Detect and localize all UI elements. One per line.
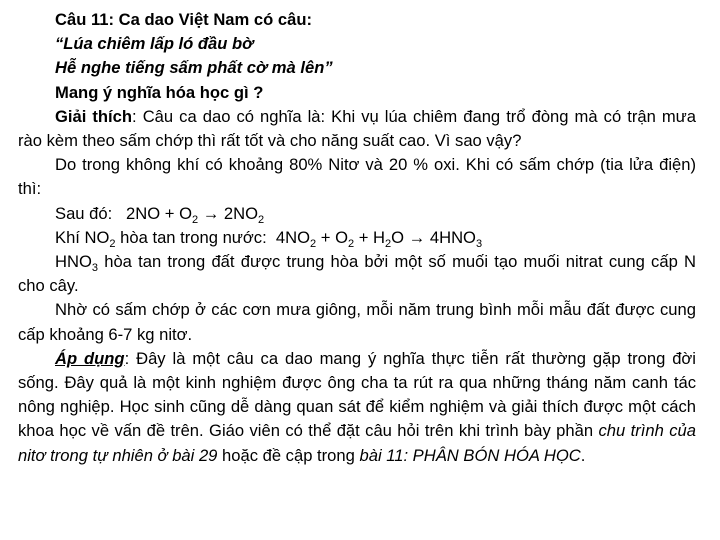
hno3-text: hòa tan trong đất được trung hòa bởi một số muối tạo muối nitrat cung cấp N cho cây. (18, 252, 696, 296)
reaction-1 (18, 202, 696, 226)
reaction-2-sub-1: 2 (109, 237, 116, 250)
reaction-1-arrow: → 2NO (198, 203, 259, 223)
explanation-label: Giải thích (55, 106, 133, 126)
explanation-text: : Câu ca dao có nghĩa là: Khi vụ lúa chiêm đang trổ đòng mà có trận mưa rào kèm theo sấm chớp thì rất tốt và cho năng suất cao. Vì sao vậy? (18, 106, 697, 151)
hno3-paragraph (18, 250, 696, 298)
thunder-paragraph: Nhờ có sấm chớp ở các cơn mưa giông, mỗi năm trung bình mỗi mẫu đất được cung cấp khoảng 6-7 kg nitơ. (18, 300, 696, 344)
explanation-paragraph (18, 105, 696, 153)
document-page (18, 8, 696, 468)
hno3-sub: 3 (91, 262, 98, 275)
reaction-2-sub-5: 3 (475, 237, 483, 250)
verse-line-1: “Lúa chiêm lấp ló đầu bờ (55, 34, 254, 54)
reaction-2-prefix: Khí NO (55, 227, 110, 247)
reaction-2-end: O → 4HNO (391, 227, 476, 247)
application-end: . (580, 445, 586, 465)
application-label: Áp dụng (55, 348, 125, 368)
application-text-2: hoặc đề cập trong (217, 445, 360, 465)
application-italic-2: bài 11: PHÂN BÓN HÓA HỌC (359, 445, 581, 465)
application-paragraph (18, 347, 696, 468)
reason-paragraph: Do trong không khí có khoảng 80% Nitơ và 20 % oxi. Khi có sấm chớp (tia lửa điện) thì: (18, 155, 696, 199)
question-prompt: Mang ý nghĩa hóa học gì ? (55, 82, 264, 102)
reaction-2-mid-2: + O (316, 227, 348, 247)
verse-line-2: Hễ nghe tiếng sấm phất cờ mà lên” (55, 58, 333, 78)
reaction-2-mid-3: + H (354, 227, 386, 247)
reaction-2-sub-4: 2 (385, 237, 392, 250)
reaction-1-sub-1: 2 (191, 213, 199, 226)
reaction-2-sub-2: 2 (310, 237, 317, 250)
reaction-1-prefix: Sau đó: 2NO + O (55, 203, 192, 223)
application-italic-1: chu trình của nitơ trong tự nhiên ở bài 29 (18, 421, 696, 465)
reaction-2 (18, 226, 696, 250)
hno3-prefix: HNO (55, 252, 92, 272)
question-title: Câu 11: Ca dao Việt Nam có câu: (55, 10, 312, 29)
application-text-1: : Đây là một câu ca dao mang ý nghĩa thực tiễn rất thường gặp trong đời sống. Đây quả là một kinh nghiệm được ông cha ta rút ra qua những tháng năm canh tác nông nghiệp. Học sinh cũng dễ dàng quan sát để kiểm nghiệm và giải thích được một cách khoa học về vấn đề trên. Giáo viên có thể đặt câu hỏi trên khi trình bày phần (18, 348, 696, 441)
reaction-2-sub-3: 2 (347, 237, 355, 250)
reaction-2-mid-1: hòa tan trong nước: 4NO (115, 227, 311, 247)
reaction-1-sub-2: 2 (258, 213, 265, 226)
